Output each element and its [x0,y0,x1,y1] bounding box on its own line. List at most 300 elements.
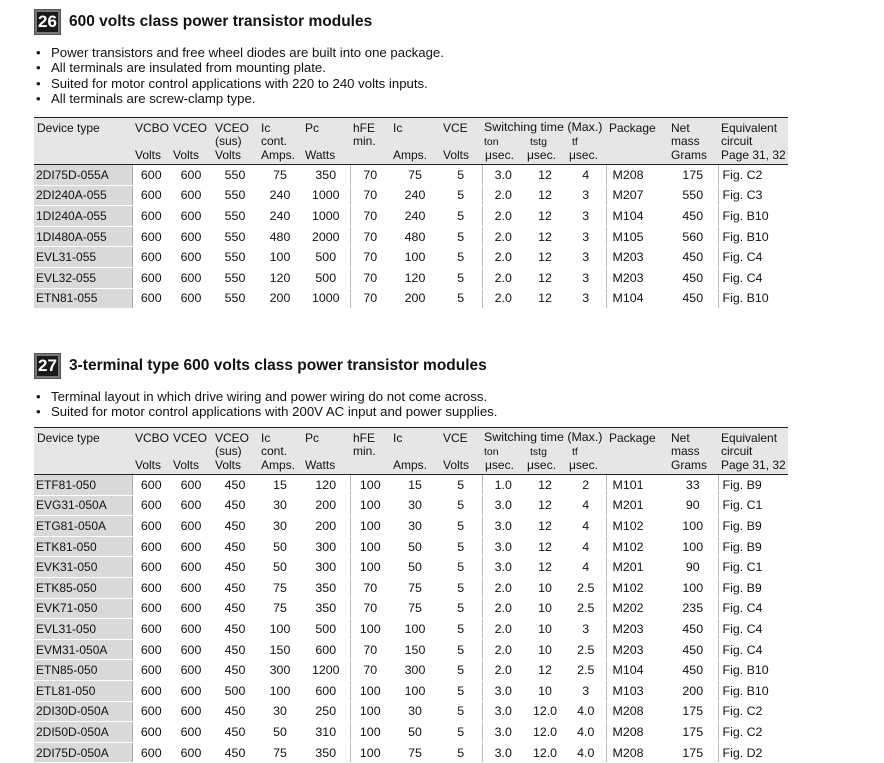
table-cell: 12 [524,660,566,681]
net-mass-header [668,428,718,475]
table-cell: 50 [258,557,302,578]
table-cell: 450 [212,722,258,743]
table-cell: 5 [440,516,482,537]
package-header [606,428,668,475]
table-cell: 2.0 [482,267,524,288]
table-cell: 350 [302,598,350,619]
equivalent-circuit-cell: Fig. C4 [718,267,788,288]
equivalent-circuit-cell: Fig. D2 [718,742,788,763]
table-cell: 550 [668,185,718,206]
table-cell: 1.0 [482,475,524,496]
table-cell: 600 [132,660,170,681]
table-cell: 70 [350,226,390,247]
table-cell: 12.0 [524,722,566,743]
device-type-cell: EVL32-055 [34,267,132,288]
table-cell: 70 [350,639,390,660]
table-cell: 12 [524,185,566,206]
table-cell: 100 [350,516,390,537]
table-cell: 5 [440,165,482,186]
table-cell: 15 [390,475,440,496]
table-cell: 600 [302,680,350,701]
table-cell: 175 [668,722,718,743]
device-type-cell: 2DI50D-050A [34,722,132,743]
table-cell: 3 [566,267,606,288]
equivalent-circuit-header-symbol: Equivalent [721,431,778,445]
table-cell: 120 [302,475,350,496]
table-cell: 600 [170,226,212,247]
hfe-ic-header-unit: Amps. [393,148,428,162]
table-cell: 5 [440,639,482,660]
section-number-badge: 26 [34,9,61,35]
table-cell: 70 [350,206,390,227]
table-cell: 300 [258,660,302,681]
table-cell: 5 [440,267,482,288]
table-cell: 600 [170,660,212,681]
table-cell: 350 [302,165,350,186]
table-cell: 10 [524,639,566,660]
equivalent-circuit-cell: Fig. B10 [718,226,788,247]
table-cell: 5 [440,619,482,640]
vceo-header [170,428,212,475]
table-row [34,742,788,763]
table-cell: 550 [212,247,258,268]
table-cell: 100 [258,619,302,640]
table-cell: 4 [566,536,606,557]
package-cell: M101 [606,475,668,496]
pc-header [302,428,350,475]
table-cell: 120 [390,267,440,288]
package-cell: M102 [606,516,668,537]
table-cell: 600 [132,206,170,227]
table-cell: 600 [170,619,212,640]
table-cell: 50 [390,557,440,578]
bullet-item: • Suited for motor control applications with 200V AC input and power supplies. [36,404,497,419]
table-cell: 5 [440,536,482,557]
package-cell: M208 [606,722,668,743]
table-cell: 450 [212,475,258,496]
equivalent-circuit-header [718,428,788,475]
table-cell: 2.0 [482,660,524,681]
vceo-sus-header-unit: Volts [215,148,242,162]
table-cell: 3.0 [482,516,524,537]
table-cell: 450 [212,577,258,598]
table-cell: 150 [258,639,302,660]
table-cell: 30 [390,516,440,537]
device-type-cell: 1DI480A-055 [34,226,132,247]
table-cell: 600 [170,742,212,763]
table-cell: 75 [258,165,302,186]
package-cell: M202 [606,598,668,619]
bullet-item: • Power transistors and free wheel diodes are built into one package. [36,45,444,60]
equivalent-circuit-cell: Fig. C2 [718,722,788,743]
table-row [34,722,788,743]
table-row [34,495,788,516]
table-row [34,206,788,227]
table-cell: 90 [668,557,718,578]
table-cell: 70 [350,660,390,681]
package-cell: M203 [606,619,668,640]
section-26-header [34,9,372,35]
package-cell: M104 [606,206,668,227]
table-cell: 10 [524,680,566,701]
net-mass-header-sub: mass [671,444,700,458]
vcbo-header-unit: Volts [135,458,162,472]
table-cell: 50 [390,722,440,743]
table-cell: 310 [302,722,350,743]
vcbo-header-unit: Volts [135,148,162,162]
table-cell: 600 [132,288,170,309]
table-cell: 1200 [302,660,350,681]
table-cell: 30 [258,701,302,722]
table-cell: 4.0 [566,742,606,763]
table-cell: 3.0 [482,722,524,743]
table-cell: 600 [132,680,170,701]
table-cell: 100 [390,680,440,701]
spec-table-26 [34,117,788,309]
table-cell: 600 [170,557,212,578]
table-cell: 12 [524,516,566,537]
table-cell: 100 [350,680,390,701]
table-cell: 450 [212,516,258,537]
ic-header [258,118,302,165]
equivalent-circuit-cell: Fig. B10 [718,660,788,681]
vceo-sus-header-symbol: VCEO [215,431,250,445]
package-cell: M208 [606,742,668,763]
table-cell: 200 [390,288,440,309]
ic-header-sub: cont. [261,444,288,458]
table-cell: 550 [212,206,258,227]
table-cell: 15 [258,475,302,496]
device-type-cell: EVG31-050A [34,495,132,516]
table-cell: 600 [132,267,170,288]
table-cell: 500 [302,247,350,268]
equivalent-circuit-cell: Fig. C4 [718,619,788,640]
table-row [34,475,788,496]
tstg-header-unit: μsec. [527,148,556,162]
vceo-sus-header-symbol: VCEO [215,121,250,135]
table-cell: 600 [170,185,212,206]
table-cell: 3.0 [482,742,524,763]
net-mass-header-unit: Grams [671,148,707,162]
table-cell: 480 [390,226,440,247]
table-cell: 12.0 [524,742,566,763]
table-cell: 100 [258,680,302,701]
table-cell: 600 [132,226,170,247]
tstg-header-label: tstg [530,136,547,148]
table-cell: 5 [440,495,482,516]
ic-header-unit: Amps. [261,148,296,162]
table-cell: 5 [440,247,482,268]
table-cell: 2000 [302,226,350,247]
table-cell: 600 [132,742,170,763]
hfe-header-sub: min. [353,134,376,148]
device-type-cell: 1DI240A-055 [34,206,132,227]
table-cell: 75 [390,577,440,598]
table-cell: 100 [668,536,718,557]
table-cell: 75 [258,598,302,619]
equivalent-circuit-cell: Fig. C2 [718,701,788,722]
table-cell: 100 [258,247,302,268]
table-cell: 600 [132,185,170,206]
table-cell: 5 [440,660,482,681]
equivalent-circuit-cell: Fig. C4 [718,639,788,660]
table-cell: 3.0 [482,680,524,701]
table-cell: 50 [390,536,440,557]
equivalent-circuit-cell: Fig. B10 [718,680,788,701]
table-cell: 100 [668,577,718,598]
table-cell: 5 [440,598,482,619]
table-cell: 600 [132,516,170,537]
table-cell: 100 [350,475,390,496]
table-cell: 33 [668,475,718,496]
bullet-item: • All terminals are insulated from mounting plate. [36,60,444,75]
equivalent-circuit-header [718,118,788,165]
table-cell: 600 [170,165,212,186]
table-cell: 600 [170,536,212,557]
equivalent-circuit-cell: Fig. B9 [718,536,788,557]
table-cell: 200 [302,516,350,537]
ic-header-unit: Amps. [261,458,296,472]
section-title: 600 volts class power transistor modules [69,13,373,30]
table-cell: 4.0 [566,722,606,743]
pc-header-unit: Watts [305,148,336,162]
table-cell: 600 [170,639,212,660]
table-cell: 30 [390,701,440,722]
package-cell: M104 [606,288,668,309]
table-cell: 600 [132,722,170,743]
ic-header-symbol: Ic [261,121,271,135]
section-27-bullets [36,389,497,420]
device-type-header-symbol: Device type [37,431,100,445]
table-cell: 350 [302,742,350,763]
table-cell: 600 [132,701,170,722]
section-26-bullets [36,45,444,107]
table-cell: 100 [390,619,440,640]
table-cell: 600 [170,267,212,288]
table-cell: 600 [132,247,170,268]
table-cell: 5 [440,206,482,227]
table-cell: 5 [440,288,482,309]
table-cell: 30 [258,516,302,537]
table-cell: 600 [132,639,170,660]
pc-header-symbol: Pc [305,121,320,135]
table-cell: 300 [390,660,440,681]
table-cell: 600 [132,557,170,578]
device-type-cell: EVL31-050 [34,619,132,640]
spec-table-27 [34,427,788,763]
table-cell: 480 [258,226,302,247]
table-cell: 150 [390,639,440,660]
package-cell: M207 [606,185,668,206]
hfe-header-symbol: hFE [353,121,376,135]
tf-header [566,428,606,475]
section-title: 3-terminal type 600 volts class power transistor modules [69,357,487,374]
table-cell: 600 [132,577,170,598]
table-cell: 600 [132,475,170,496]
table-cell: 560 [668,226,718,247]
table-cell: 1000 [302,288,350,309]
table-cell: 600 [132,536,170,557]
equivalent-circuit-cell: Fig. C4 [718,247,788,268]
equivalent-circuit-cell: Fig. C4 [718,598,788,619]
table-row [34,226,788,247]
table-cell: 2.0 [482,577,524,598]
vcbo-header [132,428,170,475]
table-row [34,536,788,557]
table-cell: 450 [668,206,718,227]
vceo-sus-header [212,118,258,165]
table-row [34,660,788,681]
table-cell: 200 [668,680,718,701]
table-cell: 600 [170,288,212,309]
package-cell: M105 [606,226,668,247]
table-cell: 70 [350,288,390,309]
vceo-header [170,118,212,165]
vceo-sus-header [212,428,258,475]
table-cell: 10 [524,619,566,640]
package-header [606,118,668,165]
table-cell: 600 [170,722,212,743]
table-cell: 100 [350,619,390,640]
table-cell: 4 [566,516,606,537]
equivalent-circuit-header-unit: Page 31, 32 [721,458,786,472]
package-cell: M104 [606,660,668,681]
table-cell: 5 [440,475,482,496]
table-cell: 5 [440,577,482,598]
package-cell: M201 [606,495,668,516]
equivalent-circuit-header-sub: circuit [721,134,753,148]
section-27-header [34,353,487,379]
table-cell: 600 [170,495,212,516]
table-cell: 2.0 [482,598,524,619]
device-type-cell: EVK31-050 [34,557,132,578]
device-type-cell: ETK85-050 [34,577,132,598]
table-cell: 300 [302,557,350,578]
ton-label: ton [484,446,499,458]
bullet-item: • Suited for motor control applications with 220 to 240 volts inputs. [36,76,444,91]
ic-header-symbol: Ic [261,431,271,445]
table-cell: 100 [668,516,718,537]
table-cell: 600 [170,206,212,227]
table-cell: 12 [524,206,566,227]
hfe-ic-header-unit: Amps. [393,458,428,472]
table-cell: 30 [258,495,302,516]
table-header-row [34,428,788,475]
device-type-cell: 2DI75D-055A [34,165,132,186]
table-cell: 3 [566,206,606,227]
pc-header-symbol: Pc [305,431,320,445]
table-cell: 5 [440,557,482,578]
table-row [34,701,788,722]
table-row [34,185,788,206]
table-cell: 12 [524,557,566,578]
table-cell: 5 [440,742,482,763]
net-mass-header-unit: Grams [671,458,707,472]
hfe-header-sub: min. [353,444,376,458]
vce-header-symbol: VCE [443,121,468,135]
device-type-cell: ETF81-050 [34,475,132,496]
table-cell: 5 [440,722,482,743]
vceo-header-unit: Volts [173,148,200,162]
device-type-cell: 2DI75D-050A [34,742,132,763]
equivalent-circuit-header-unit: Page 31, 32 [721,148,786,162]
bullet-item: • Terminal layout in which drive wiring and power wiring do not come across. [36,389,497,404]
table-cell: 200 [302,495,350,516]
table-cell: 450 [212,557,258,578]
table-cell: 12 [524,165,566,186]
package-header-symbol: Package [609,121,656,135]
hfe-header-symbol: hFE [353,431,376,445]
table-cell: 3 [566,288,606,309]
table-cell: 450 [212,495,258,516]
device-type-header [34,118,132,165]
package-header-symbol: Package [609,431,656,445]
equivalent-circuit-cell: Fig. B10 [718,206,788,227]
table-cell: 600 [132,619,170,640]
table-cell: 235 [668,598,718,619]
table-cell: 70 [350,267,390,288]
table-cell: 50 [258,722,302,743]
package-cell: M203 [606,247,668,268]
table-row [34,680,788,701]
table-cell: 12 [524,495,566,516]
table-cell: 12 [524,267,566,288]
table-cell: 2.0 [482,619,524,640]
tf-header-unit: μsec. [569,148,598,162]
table-cell: 100 [390,247,440,268]
table-cell: 30 [390,495,440,516]
table-cell: 250 [302,701,350,722]
table-cell: 600 [170,680,212,701]
table-cell: 100 [350,722,390,743]
hfe-header [350,118,390,165]
table-cell: 240 [258,185,302,206]
equivalent-circuit-cell: Fig. B10 [718,288,788,309]
table-row [34,598,788,619]
table-cell: 3 [566,185,606,206]
package-cell: M102 [606,536,668,557]
equivalent-circuit-cell: Fig. C2 [718,165,788,186]
table-cell: 3.0 [482,495,524,516]
table-cell: 600 [132,495,170,516]
ton-header-unit: μsec. [485,148,514,162]
table-cell: 100 [350,557,390,578]
table-cell: 2.0 [482,247,524,268]
device-type-cell: EVL31-055 [34,247,132,268]
table-cell: 75 [258,577,302,598]
tstg-header [524,118,566,165]
table-cell: 450 [212,742,258,763]
table-cell: 450 [668,288,718,309]
section-number-badge: 27 [34,353,61,379]
vcbo-header-symbol: VCBO [135,431,170,445]
net-mass-header-sub: mass [671,134,700,148]
table-cell: 100 [350,536,390,557]
table-cell: 550 [212,226,258,247]
table-cell: 3 [566,247,606,268]
table-cell: 300 [302,536,350,557]
table-cell: 4.0 [566,701,606,722]
table-cell: 450 [668,247,718,268]
package-cell: M103 [606,680,668,701]
table-row [34,247,788,268]
table-cell: 4 [566,165,606,186]
table-cell: 2 [566,475,606,496]
device-type-cell: ETN85-050 [34,660,132,681]
table-cell: 75 [390,598,440,619]
table-cell: 2.5 [566,639,606,660]
vce-header-symbol: VCE [443,431,468,445]
